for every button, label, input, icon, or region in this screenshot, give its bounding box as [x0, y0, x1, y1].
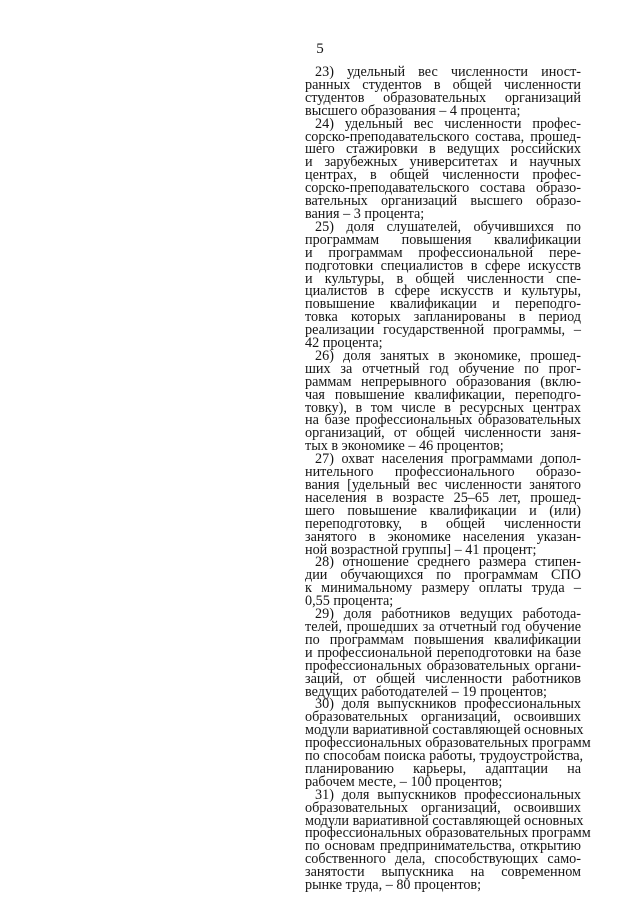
text-line: 25) доля слушателей, обучившихся по — [315, 218, 581, 235]
text-line: 26) доля занятых в экономике, прошед- — [315, 347, 581, 364]
text-line: 30) доля выпускников профессиональных — [315, 696, 581, 713]
text-line: ших за отчетный год обучение по прог- — [305, 360, 581, 377]
text-line: 31) доля выпускников профессиональных — [315, 786, 581, 803]
text-line: профессиональных образовательных программ — [305, 825, 591, 842]
list-item — [305, 786, 591, 894]
text-line: студентов образовательных организаций — [305, 89, 581, 106]
list-item — [305, 66, 581, 118]
page-number: 5 — [316, 41, 324, 57]
text-line: сорско-преподавательского состава образо- — [305, 180, 581, 197]
text-line: профессиональных образовательных программ — [305, 735, 591, 752]
text-line: по основам предпринимательства, открытию — [305, 838, 581, 855]
text-line: 29) доля работников ведущих работода- — [315, 606, 581, 623]
text-line: и культуры, в общей численности спе- — [305, 270, 581, 287]
text-line: модули вариативной составляющей основных — [305, 812, 584, 829]
text-line: 27) охват населения программами допол- — [315, 451, 581, 468]
list-item — [305, 218, 581, 352]
text-line: и программам профессиональной пере- — [305, 244, 581, 261]
list-item — [305, 453, 581, 556]
text-line: вания [удельный вес численности занятого — [305, 477, 581, 493]
list-item — [305, 696, 591, 790]
text-line: 24) удельный вес численности профес- — [315, 115, 581, 132]
text-line: и зарубежных университетах и научных — [305, 154, 581, 171]
text-line: циалистов в сфере искусств и культуры, — [305, 283, 581, 300]
list-item — [305, 556, 581, 608]
text-line: к минимальному размеру оплаты труда – — [305, 580, 581, 597]
text-line: 23) удельный вес численности иност- — [315, 64, 581, 80]
text-line: подготовки специалистов в сфере искусств — [305, 257, 581, 274]
text-line: и профессиональной переподготовки на базе — [305, 644, 581, 661]
text-line: сорско-преподавательского состава, прошед- — [305, 128, 581, 145]
text-line: товка которых запланированы в период — [305, 309, 581, 326]
text-line: по способам поиска работы, трудоустройства, — [305, 748, 584, 765]
text-line: заций, от общей численности работников — [305, 670, 581, 687]
text-line: реализации государственной программы, – — [305, 322, 581, 339]
text-line: повышение квалификации и переподго- — [305, 296, 581, 313]
text-line: вания – 3 процента; — [305, 205, 425, 222]
text-line: занятости выпускника на современном — [305, 864, 581, 881]
text-line: планированию карьеры, адаптации на — [305, 760, 581, 777]
text-line: профессиональных образовательных органи- — [305, 657, 581, 674]
text-line: шего стажировки в ведущих российских — [305, 141, 581, 158]
text-line: образовательных организаций, освоивших — [305, 799, 581, 816]
text-line: вательных организаций высшего образо- — [305, 193, 581, 210]
text-line: 28) отношение среднего размера стипен- — [315, 554, 581, 571]
text-line: на базе профессиональных образовательных — [305, 412, 581, 429]
text-line: собственного дела, способствующих само- — [305, 851, 581, 868]
text-line: телей, прошедших за отчетный год обучение — [305, 618, 581, 635]
text-line: организаций, от общей численности заня- — [305, 425, 581, 442]
text-line: чая повышение квалификации, переподго- — [305, 386, 581, 403]
text-line: ной возрастной группы] – 41 процент; — [305, 541, 537, 558]
text-line: населения в возрасте 25–65 лет, прошед- — [305, 489, 581, 506]
document-body — [305, 64, 591, 894]
text-line: по программам повышения квалификации — [305, 631, 581, 648]
text-line: высшего образования – 4 процента; — [305, 102, 521, 119]
text-line: переподготовку, в общей численности — [305, 515, 581, 532]
text-line: тых в экономике – 46 процентов; — [305, 438, 504, 455]
text-line: дии обучающихся по программам СПО — [305, 567, 581, 584]
text-line: ранных студентов в общей численности — [305, 76, 581, 93]
text-line: раммам непрерывного образования (вклю- — [305, 373, 581, 390]
text-line: товку), в том числе в ресурсных центрах — [305, 399, 581, 416]
list-item — [305, 608, 581, 698]
list-item — [305, 347, 581, 455]
text-line: 42 процента; — [305, 335, 383, 352]
text-line: ведущих работодателей – 19 процентов; — [305, 683, 547, 700]
text-line: 0,55 процента; — [305, 593, 394, 610]
text-line: нительного профессионального образо- — [305, 464, 581, 481]
text-line: модули вариативной составляющей основных — [305, 722, 584, 739]
text-line: рабочем месте, – 100 процентов; — [305, 773, 503, 790]
text-line: образовательных организаций, освоивших — [305, 709, 581, 726]
text-line: центрах, в общей численности профес- — [305, 167, 581, 184]
text-line: программам повышения квалификации — [305, 231, 581, 248]
text-line: шего повышение квалификации и (или) — [305, 502, 581, 519]
text-line: занятого в экономике населения указан- — [305, 528, 581, 545]
text-line: рынке труда, – 80 процентов; — [305, 877, 482, 894]
list-item — [305, 115, 581, 222]
